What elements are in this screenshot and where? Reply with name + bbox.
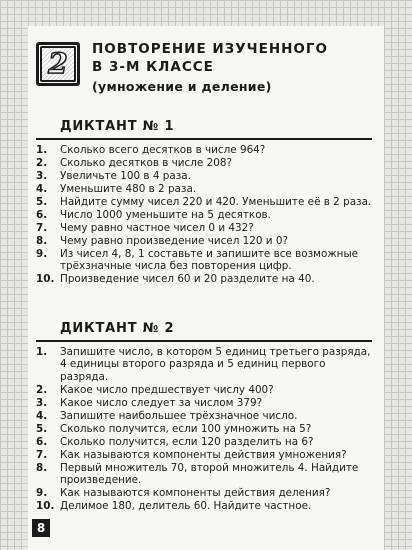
list-item xyxy=(36,462,372,487)
list-item xyxy=(36,487,372,499)
item-number: 1. xyxy=(36,346,48,358)
chapter-title-line2: В 3-М КЛАССЕ xyxy=(92,59,214,75)
item-text: Чему равно произведение чисел 120 и 0? xyxy=(60,235,288,247)
item-text: Сколько десятков в числе 208? xyxy=(60,157,232,169)
item-text: Чему равно частное чисел 0 и 432? xyxy=(60,222,254,234)
item-number: 9. xyxy=(36,487,48,500)
top-border xyxy=(0,0,412,26)
item-text: Сколько всего десятков в числе 964? xyxy=(60,144,266,156)
item-number: 4. xyxy=(36,409,48,422)
list-item xyxy=(36,209,372,221)
item-text: Запишите наибольшее трёхзначное число. xyxy=(60,409,298,422)
list-item xyxy=(36,410,372,422)
page-number: 8 xyxy=(32,519,50,537)
right-border xyxy=(384,0,412,550)
dictation-2-title: ДИКТАНТ № 2 xyxy=(36,320,372,342)
item-text: Как называются компоненты действия умножения? xyxy=(60,448,347,461)
item-text: Какое число предшествует числу 400? xyxy=(60,383,274,396)
item-number: 1. xyxy=(36,144,48,156)
item-number: 9. xyxy=(36,248,48,260)
chapter-subtitle: (умножение и деление) xyxy=(92,79,272,94)
list-item xyxy=(36,397,372,409)
item-text: Первый множитель 70, второй множитель 4. Найдите произведение. xyxy=(60,461,359,487)
item-text: Делимое 180, делитель 60. Найдите частное. xyxy=(60,500,312,513)
dictation-1-list xyxy=(36,144,372,286)
chapter-number-icon xyxy=(36,42,80,86)
list-item xyxy=(36,449,372,461)
item-number: 7. xyxy=(36,448,48,461)
list-item xyxy=(36,183,372,195)
chapter-number: 2 xyxy=(40,46,76,82)
chapter-title-block xyxy=(92,40,362,96)
item-number: 6. xyxy=(36,209,48,221)
item-text: Число 1000 уменьшите на 5 десятков. xyxy=(60,209,271,221)
item-number: 7. xyxy=(36,222,48,234)
list-item xyxy=(36,248,372,273)
item-text: Сколько получится, если 100 умножить на 5? xyxy=(60,422,312,435)
item-text: Как называются компоненты действия деления? xyxy=(60,487,331,500)
left-border xyxy=(0,0,28,550)
list-item xyxy=(36,500,372,512)
item-number: 5. xyxy=(36,422,48,435)
list-item xyxy=(36,170,372,182)
item-text: Какое число следует за числом 379? xyxy=(60,396,263,409)
list-item xyxy=(36,196,372,208)
list-item xyxy=(36,273,372,285)
item-number: 10. xyxy=(36,500,55,513)
item-number: 6. xyxy=(36,435,48,448)
list-item xyxy=(36,384,372,396)
item-text: Из чисел 4, 8, 1 составьте и запишите все возможные трёхзначные числа без повторения цифр. xyxy=(60,248,359,273)
item-number: 3. xyxy=(36,170,48,182)
dictation-1 xyxy=(36,118,372,286)
item-text: Уменьшите 480 в 2 раза. xyxy=(60,183,197,195)
item-number: 8. xyxy=(36,235,48,247)
list-item xyxy=(36,157,372,169)
list-item xyxy=(36,423,372,435)
item-number: 5. xyxy=(36,196,48,208)
item-number: 4. xyxy=(36,183,48,195)
item-text: Найдите сумму чисел 220 и 420. Уменьшите её в 2 раза. xyxy=(60,196,372,208)
item-text: Увеличьте 100 в 4 раза. xyxy=(60,170,191,182)
dictation-2 xyxy=(36,320,372,513)
list-item xyxy=(36,346,372,383)
item-number: 3. xyxy=(36,396,48,409)
item-number: 8. xyxy=(36,461,48,474)
item-text: Запишите число, в котором 5 единиц третьего разряда, 4 единицы второго разряда и 5 единиц первого разряда. xyxy=(60,346,371,383)
item-text: Произведение чисел 60 и 20 разделите на 40. xyxy=(60,273,315,286)
item-number: 2. xyxy=(36,383,48,396)
item-text: Сколько получится, если 120 разделить на 6? xyxy=(60,435,314,448)
list-item xyxy=(36,144,372,156)
dictation-2-list xyxy=(36,346,372,513)
item-number: 10. xyxy=(36,273,55,286)
item-number: 2. xyxy=(36,157,48,169)
list-item xyxy=(36,235,372,247)
dictation-1-title: ДИКТАНТ № 1 xyxy=(36,118,372,140)
list-item xyxy=(36,222,372,234)
chapter-title-line1: ПОВТОРЕНИЕ ИЗУЧЕННОГО xyxy=(92,41,328,57)
list-item xyxy=(36,436,372,448)
